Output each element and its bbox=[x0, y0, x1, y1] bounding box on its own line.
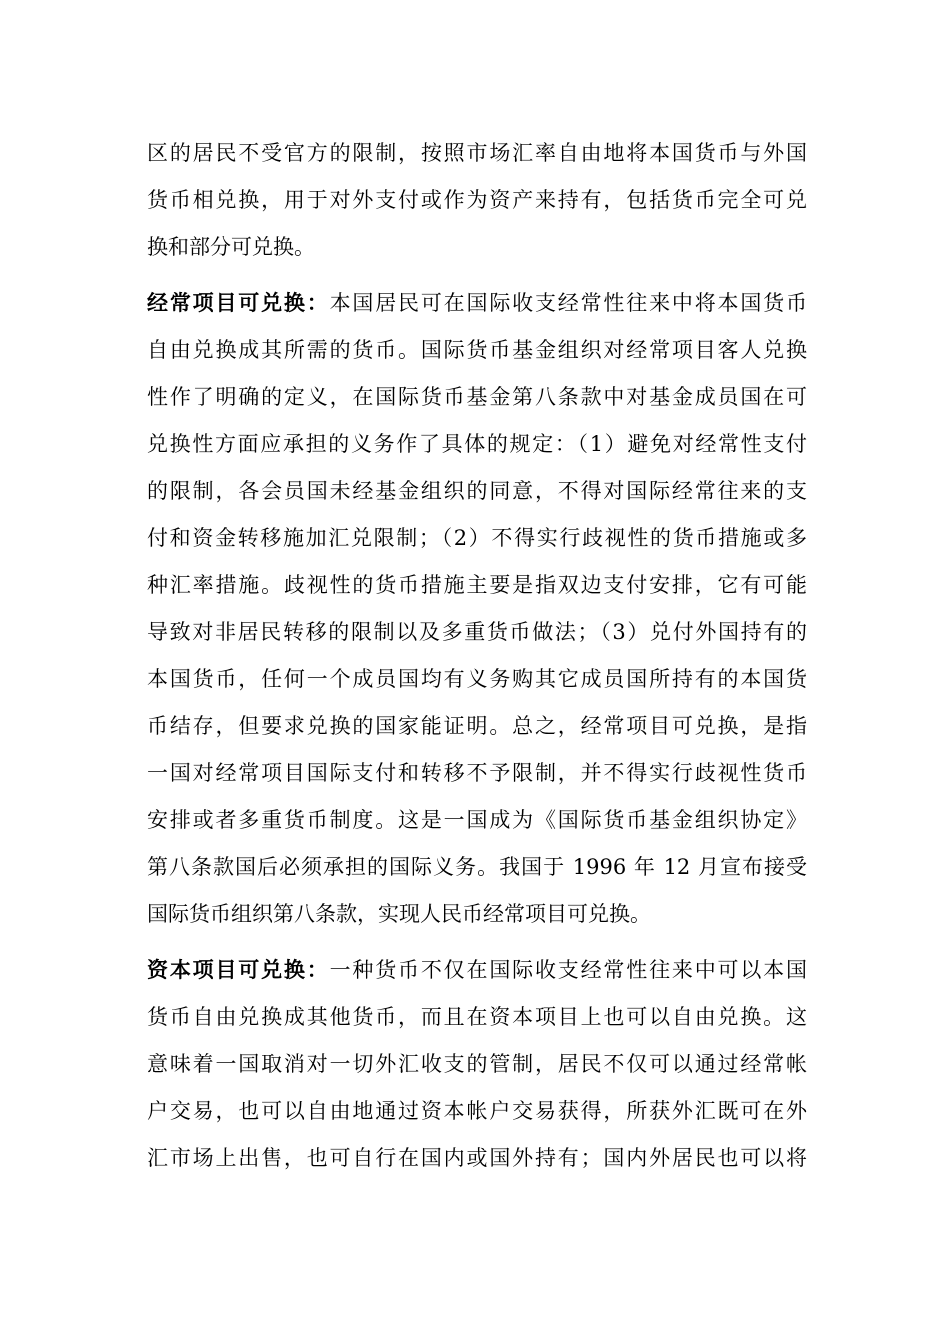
paragraph-capital-account-convertibility bbox=[147, 949, 807, 1184]
term-heading: 资本项目可兑换： bbox=[147, 958, 330, 982]
text-line: 种汇率措施。歧视性的货币措施主要是指双边支付安排，它有可能 bbox=[147, 573, 807, 597]
text-line: 安排或者多重货币制度。这是一国成为《国际货币基金组织协定》 bbox=[147, 808, 807, 832]
text-line: 意味着一国取消对一切外汇收支的管制，居民不仅可以通过经常帐 bbox=[147, 1052, 807, 1076]
text-line: 导致对非居民转移的限制以及多重货币做法；（3）兑付外国持有的 bbox=[147, 620, 807, 644]
text-line: 的限制，各会员国未经基金组织的同意，不得对国际经常往来的支 bbox=[147, 479, 807, 503]
text-line: 国际货币组织第八条款，实现人民币经常项目可兑换。 bbox=[147, 902, 651, 926]
text-line: 一国对经常项目国际支付和转移不予限制，并不得实行歧视性货币 bbox=[147, 761, 807, 785]
text-run: 本国居民可在国际收支经常性往来中将本国货币 bbox=[329, 291, 808, 315]
text-line: 付和资金转移施加汇兑限制；（2）不得实行歧视性的货币措施或多 bbox=[147, 526, 807, 550]
text-line: 性作了明确的定义，在国际货币基金第八条款中对基金成员国在可 bbox=[147, 385, 807, 409]
text-line: 兑换性方面应承担的义务作了具体的规定：（1）避免对经常性支付 bbox=[147, 432, 807, 456]
text-line: 币结存，但要求兑换的国家能证明。总之，经常项目可兑换，是指 bbox=[147, 714, 807, 738]
text-line: 区的居民不受官方的限制，按照市场汇率自由地将本国货币与外国 bbox=[147, 141, 807, 165]
paragraph-current-account-convertibility bbox=[147, 282, 807, 940]
text-line: 本国货币，任何一个成员国均有义务购其它成员国所持有的本国货 bbox=[147, 667, 807, 691]
text-line bbox=[147, 949, 807, 996]
term-heading: 经常项目可兑换： bbox=[147, 291, 330, 315]
text-line: 货币相兑换，用于对外支付或作为资产来持有，包括货币完全可兑 bbox=[147, 188, 807, 212]
text-run: 一种货币不仅在国际收支经常性往来中可以本国 bbox=[329, 958, 808, 982]
paragraph-currency-convertibility bbox=[147, 132, 807, 273]
text-line bbox=[147, 282, 807, 329]
text-line: 货币自由兑换成其他货币，而且在资本项目上也可以自由兑换。这 bbox=[147, 1005, 807, 1029]
text-line: 汇市场上出售，也可自行在国内或国外持有；国内外居民也可以将 bbox=[147, 1146, 807, 1170]
text-line: 自由兑换成其所需的货币。国际货币基金组织对经常项目客人兑换 bbox=[147, 338, 807, 362]
document-body bbox=[147, 132, 807, 1184]
text-line: 换和部分可兑换。 bbox=[147, 235, 315, 259]
text-line: 第八条款国后必须承担的国际义务。我国于 1996 年 12 月宣布接受 bbox=[147, 855, 807, 879]
text-line: 户交易，也可以自由地通过资本帐户交易获得，所获外汇既可在外 bbox=[147, 1099, 807, 1123]
